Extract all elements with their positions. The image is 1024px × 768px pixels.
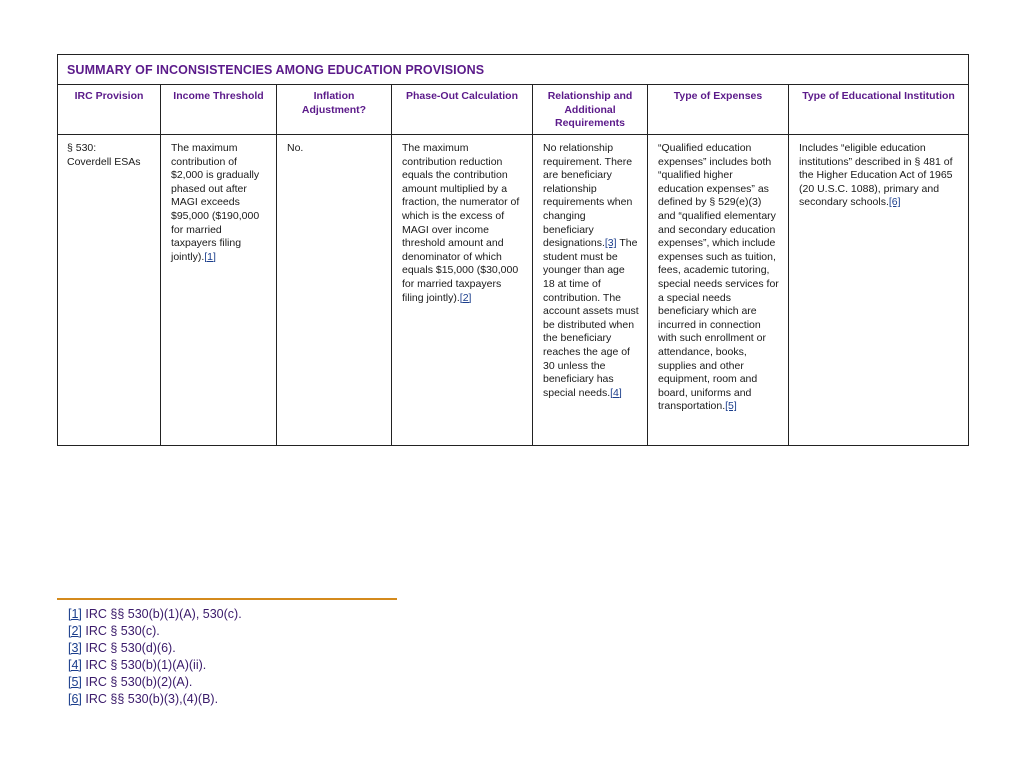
footnote-ref-5[interactable]: [5]	[68, 675, 82, 689]
header-phase-out-calculation: Phase-Out Calculation	[392, 85, 533, 135]
footnote-ref-1[interactable]: [1]	[68, 607, 82, 621]
footnote-text-5: IRC § 530(b)(2)(A).	[81, 675, 193, 689]
footnote-item	[68, 691, 242, 708]
footnote-item	[68, 623, 242, 640]
table-row	[58, 135, 969, 446]
header-type-of-expenses: Type of Expenses	[648, 85, 789, 135]
footnote-link-6[interactable]: [6]	[888, 196, 901, 209]
footnote-text-4: IRC § 530(b)(1)(A)(ii).	[81, 658, 207, 672]
footnote-ref-2[interactable]: [2]	[68, 624, 82, 638]
header-row	[58, 85, 969, 135]
footnote-ref-3[interactable]: [3]	[68, 641, 82, 655]
inflation-adjustment-text: No.	[287, 142, 304, 154]
cell-type-of-expenses	[648, 135, 789, 446]
footnote-item	[68, 606, 242, 623]
provision-section: § 530:	[67, 142, 97, 154]
footnote-text-6: IRC §§ 530(b)(3),(4)(B).	[81, 692, 219, 706]
cell-phase-out-calculation	[392, 135, 533, 446]
footnote-ref-4[interactable]: [4]	[68, 658, 82, 672]
footnote-ref-6[interactable]: [6]	[68, 692, 82, 706]
footnote-item	[68, 657, 242, 674]
footnote-link-5[interactable]: [5]	[725, 400, 737, 413]
header-income-threshold: Income Threshold	[161, 85, 277, 135]
income-threshold-text: The maximum contribution of $2,000 is gradually phased out after MAGI exceeds $95,000 ($190,000 for married taxpayers filing jointly).	[171, 142, 260, 263]
header-relationship-requirements: Relationship and Additional Requirements	[533, 85, 648, 135]
header-inflation-adjustment: Inflation Adjustment?	[277, 85, 392, 135]
provision-name: Coverdell ESAs	[67, 155, 141, 168]
footnote-text-2: IRC § 530(c).	[81, 624, 160, 638]
cell-type-of-institution	[789, 135, 969, 446]
header-type-of-institution: Type of Educational Institution	[789, 85, 969, 135]
header-irc-provision: IRC Provision	[58, 85, 161, 135]
footnote-link-1[interactable]: [1]	[204, 250, 216, 263]
cell-relationship-requirements	[533, 135, 648, 446]
title-row	[58, 55, 969, 85]
phase-out-text: The maximum contribution reduction equals the contribution amount multiplied by a fraction, the numerator of which is the excess of MAGI over income threshold amount and denominator of which equals $15,000 ($30,000 for married taxpayers filing jointly).	[402, 142, 520, 304]
footnote-link-3[interactable]: [3]	[604, 237, 617, 250]
footnote-text-3: IRC § 530(d)(6).	[81, 641, 176, 655]
footnote-item	[68, 640, 242, 657]
cell-irc-provision	[58, 135, 161, 446]
footnotes-list	[68, 606, 242, 708]
cell-inflation-adjustment	[277, 135, 392, 446]
cell-income-threshold	[161, 135, 277, 446]
relationship-text-1: No relationship requirement. There are beneficiary relationship requirements when changing beneficiary designations.	[543, 142, 633, 250]
footnote-link-4[interactable]: [4]	[610, 386, 622, 399]
relationship-text-2: The student must be younger than age 18 at time of contribution. The account assets must be distributed when the beneficiary reaches the age of 30 unless the beneficiary has special needs.	[543, 237, 639, 399]
footnote-link-2[interactable]: [2]	[459, 291, 472, 304]
table-title: SUMMARY OF INCONSISTENCIES AMONG EDUCATION PROVISIONS	[58, 55, 969, 85]
footnote-divider	[57, 598, 397, 600]
expenses-text: “Qualified education expenses” includes both “qualified higher education expenses” as defined by § 529(e)(3) and “qualified elementary and secondary education expenses”, which include expenses such as tuition, fees, academic tutoring, special needs services for a special needs beneficiary which are incurred in connection with such enrollment or attendance, books, supplies and other equipment, room and board, uniforms and transportation.	[658, 142, 779, 413]
footnote-item	[68, 674, 242, 691]
summary-table	[57, 54, 969, 446]
institution-text: Includes “eligible education institutions” described in § 481 of the Higher Education Act of 1965 (20 U.S.C. 1088), primary and secondary schools.	[799, 142, 953, 209]
footnote-text-1: IRC §§ 530(b)(1)(A), 530(c).	[81, 607, 242, 621]
